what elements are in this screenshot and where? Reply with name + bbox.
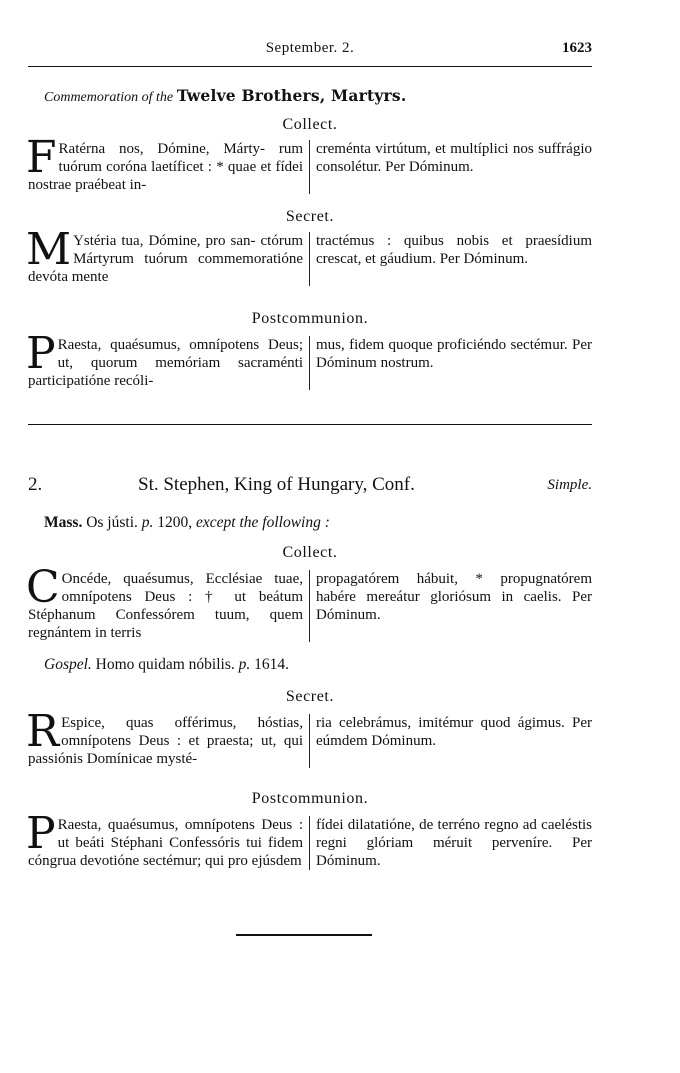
section-rule (28, 424, 592, 425)
missal-page (28, 0, 592, 1073)
collect-heading-1: Collect. (282, 116, 338, 133)
postcommunion-heading-1: Postcommunion. (251, 310, 369, 327)
mass-page: 1200, (157, 514, 193, 531)
header-rule (28, 66, 592, 67)
gospel-text: Homo quidam nóbilis. (95, 656, 235, 673)
collect-heading-2: Collect. (282, 544, 338, 561)
mass-line (44, 514, 330, 532)
collect-text-1 (26, 132, 592, 194)
running-title: September. 2. (265, 40, 355, 56)
gospel-line (44, 656, 289, 674)
feast-day-number: 2. (28, 474, 43, 495)
drop-initial: C (26, 562, 60, 613)
postcommunion-left-column-2 (26, 808, 310, 870)
collect-text-2 (26, 562, 592, 642)
feast-title (28, 474, 592, 500)
secret-text-2 (26, 706, 592, 768)
collect-left-column-2 (26, 562, 310, 642)
postcommunion-text-2 (26, 808, 592, 870)
secret-left-column-2 (26, 706, 310, 768)
drop-initial: R (26, 706, 60, 757)
secret-text-1 (26, 224, 592, 286)
collect-left-text-2: Oncéde, quaésumus, Ecclésiae tuae, omnípotens Deus : † ut beátum Stéphanum Confessórem tuum, quem regnántem in terris (28, 571, 303, 641)
end-rule (236, 934, 372, 936)
commemoration-title (28, 86, 592, 106)
drop-initial: F (26, 132, 57, 183)
gospel-label: Gospel. (44, 656, 92, 673)
commemoration-prefix: Commemoration of the (44, 90, 174, 105)
drop-initial: P (26, 808, 56, 859)
collect-left-column-1 (26, 132, 310, 194)
collect-right-text-2: propagatórem hábuit, * propugnatórem habére mereátur gloriósum in caelis. Per Dóminum. (316, 571, 592, 623)
postcommunion-right-text-1: mus, fidem quoque proficiéndo sectémur. Per Dóminum nostrum. (316, 337, 592, 371)
postcommunion-text-1 (26, 328, 592, 390)
collect-right-text-1: creménta virtútum, et multíplici nos suffrágio consolétur. Per Dóminum. (316, 141, 592, 175)
feast-rank: Simple. (547, 477, 592, 493)
gospel-page-prefix: p. (238, 656, 251, 673)
mass-introit: Os jústi. (86, 514, 138, 531)
secret-left-text-2: Espice, quas offérimus, hóstias, omnípotens Deus : et praesta; ut, qui passiónis Domínicae mysté- (28, 715, 303, 767)
postcommunion-left-text-2: Raesta, quaésumus, omnípotens Deus : ut beáti Stéphani Confessóris tui fidem cóngrua devotióne sectémur; qui pro ejúsdem (28, 817, 303, 869)
postcommunion-right-text-2: fídei dilatatióne, de terréno regno ad caeléstis regni glóriam méruit perveníre. Per Dóminum. (316, 817, 592, 869)
feast-name: St. Stephen, King of Hungary, Conf. (138, 474, 415, 495)
page-number: 1623 (562, 40, 592, 56)
postcommunion-heading-2: Postcommunion. (251, 790, 369, 807)
mass-label: Mass. (44, 514, 83, 531)
secret-left-column-1 (26, 224, 310, 286)
drop-initial: M (26, 224, 72, 275)
commemoration-name: Twelve Brothers, Martyrs. (176, 86, 407, 105)
collect-left-text-1: Ratérna nos, Dómine, Márty- rum tuórum coróna laetíficet : * quae et fídei nostrae praébeat in- (28, 141, 303, 193)
mass-page-prefix: p. (141, 514, 154, 531)
postcommunion-left-text-1: Raesta, quaésumus, omnípotens Deus; ut, quorum memóriam sacraménti participatióne recóli- (28, 337, 303, 389)
secret-heading-1: Secret. (285, 208, 335, 225)
secret-left-text-1: Ystéria tua, Dómine, pro san- ctórum Mártyrum tuórum commemoratióne devóta mente (28, 233, 303, 285)
postcommunion-left-column-1 (26, 328, 310, 390)
secret-right-text-2: ria celebrámus, imitémur quod ágimus. Per eúmdem Dóminum. (316, 715, 592, 749)
gospel-page: 1614. (254, 656, 289, 673)
secret-heading-2: Secret. (285, 688, 335, 705)
secret-right-text-1: tractémus : quibus nobis et praesídium crescat, et gáudium. Per Dóminum. (316, 233, 592, 267)
drop-initial: P (26, 328, 56, 379)
page-header (28, 40, 592, 62)
mass-suffix: except the following : (196, 514, 330, 531)
